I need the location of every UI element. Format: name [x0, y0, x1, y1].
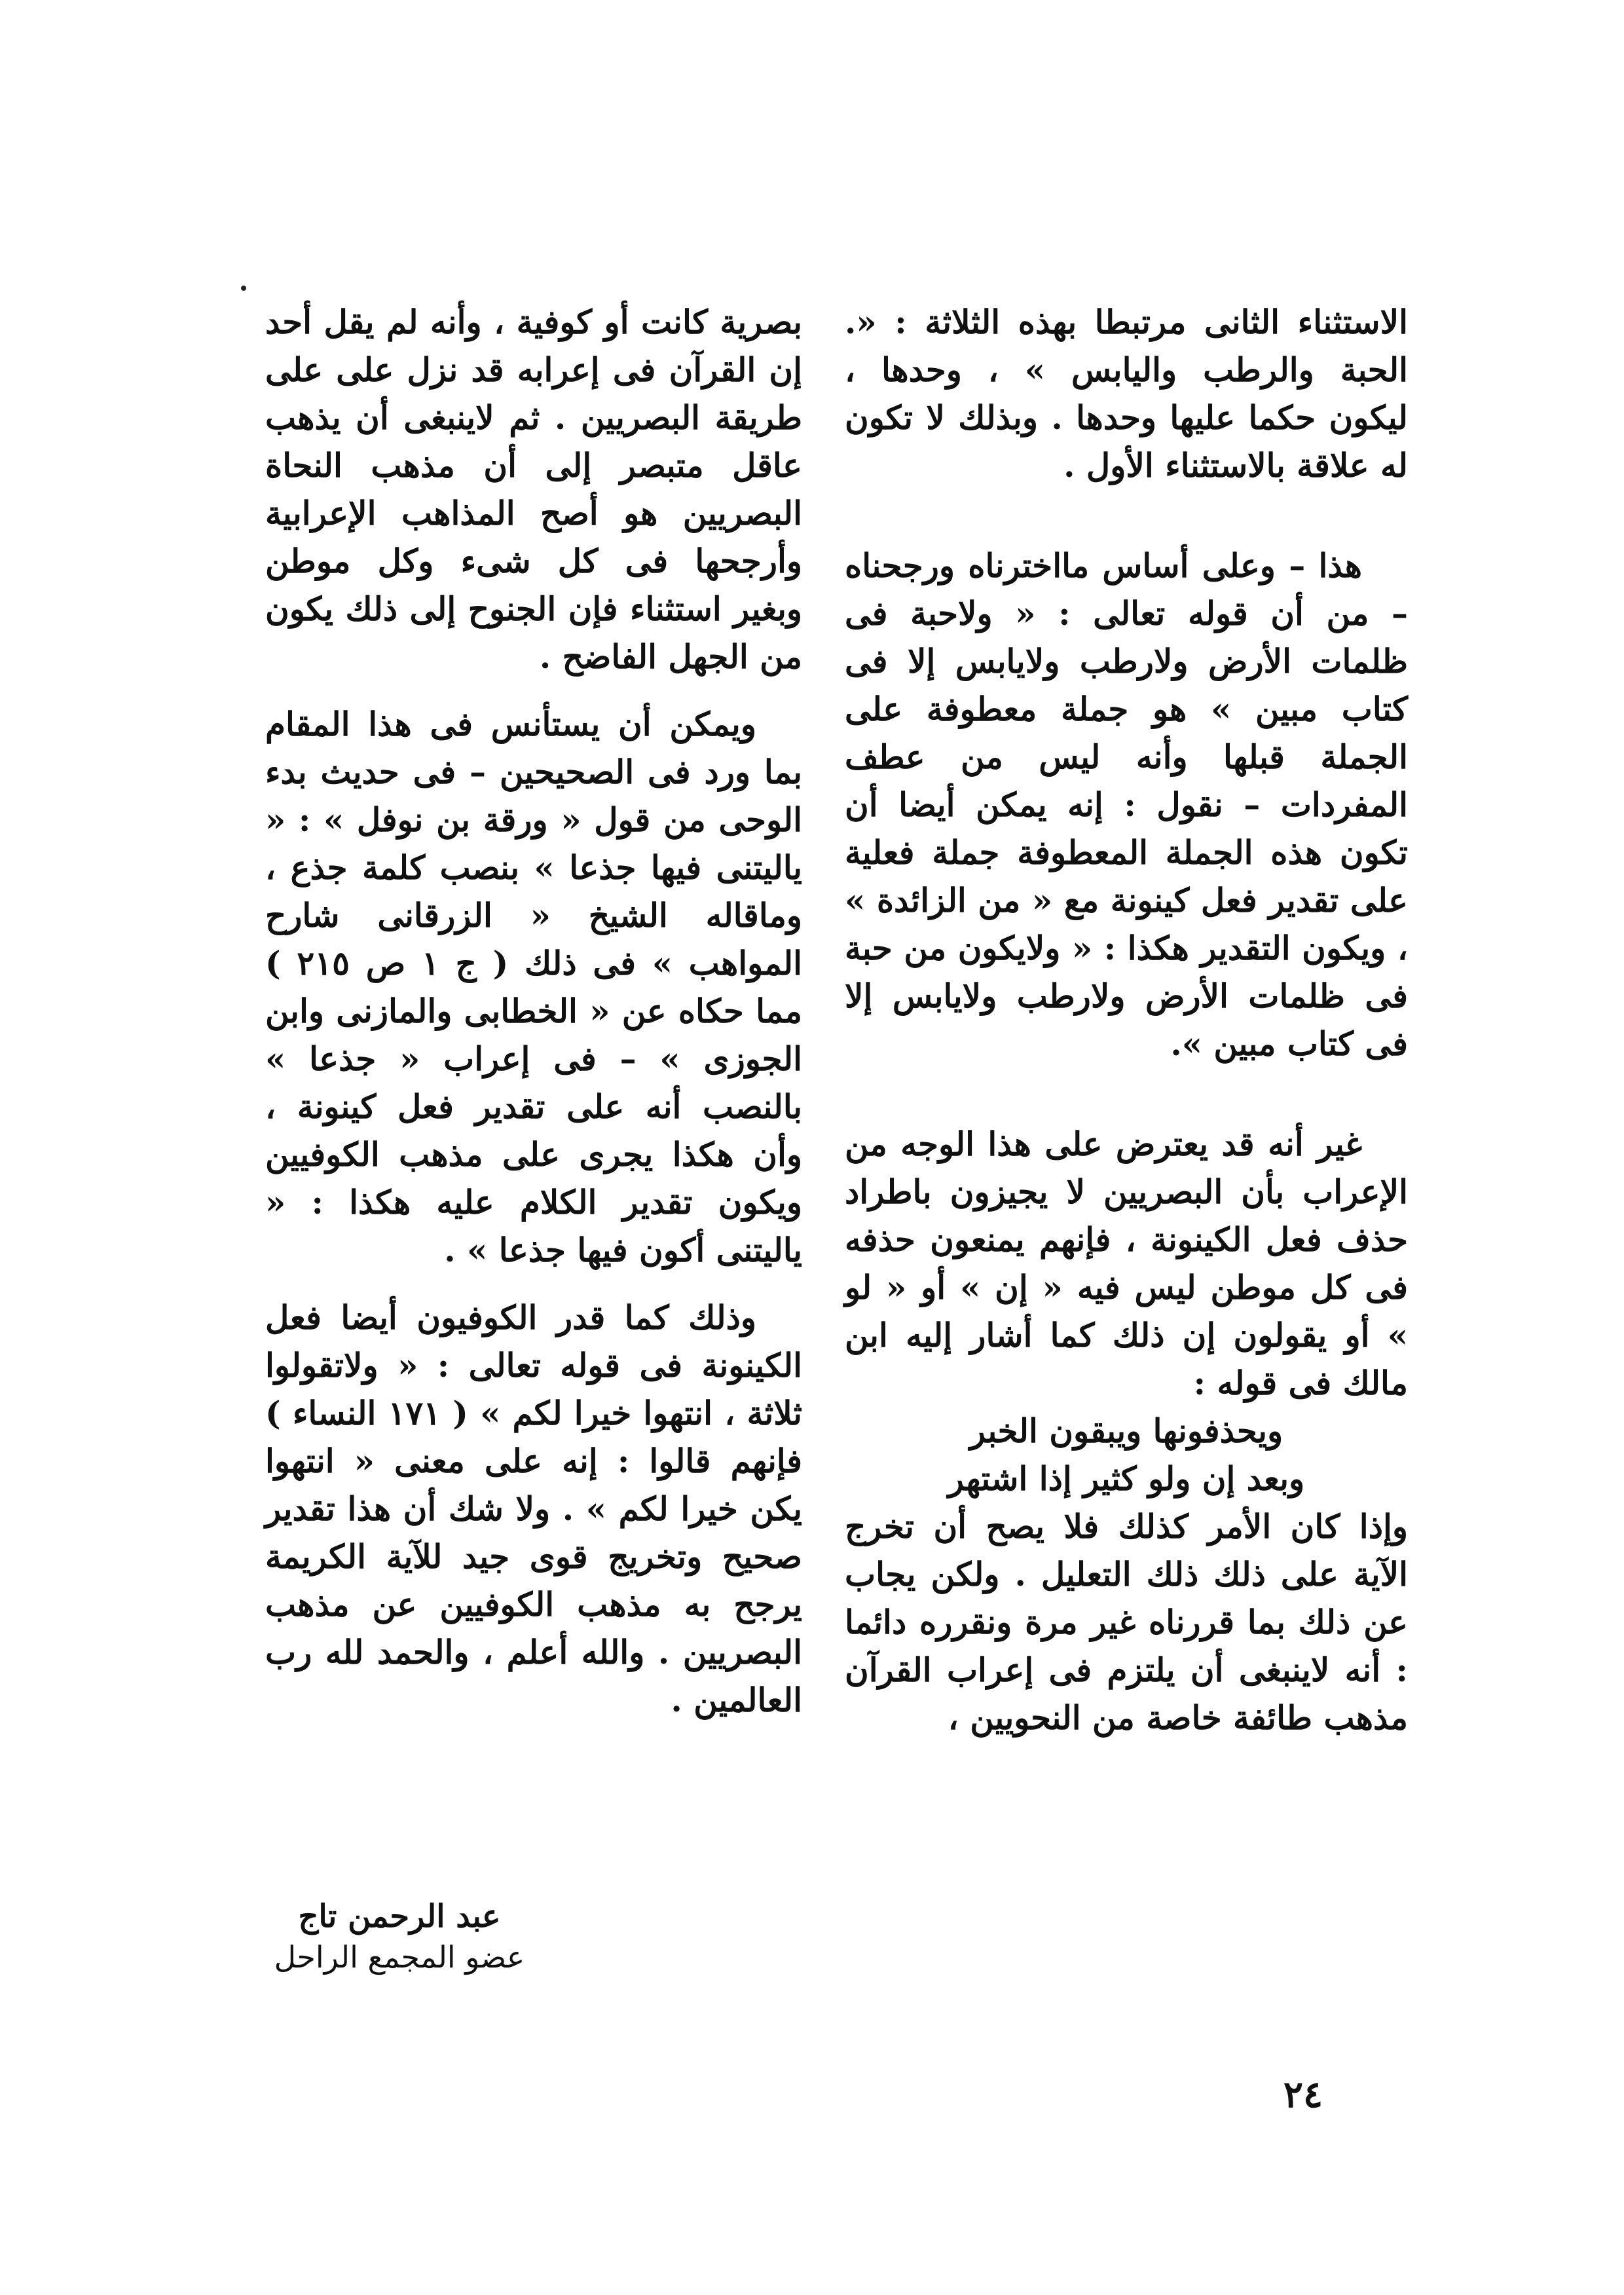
right-paragraph-4: وإذا كان الأمر كذلك فلا يصح أن تخرج الآية على ذلك ذلك التعليل . ولكن يجاب عن ذلك بما قررناه غير مرة ونقرره دائما : أنه لاينبغى أن يلتزم فى إعراب القرآن مذهب طائفة خاصة من النحويين ، [845, 1507, 1408, 1737]
left-paragraph-3: وذلك كما قدر الكوفيون أيضا فعل الكينونة فى قوله تعالى : « ولاتقولوا ثلاثة ، انتهوا خيرا لكم » ( ١٧١ النساء ) فإنهم قالوا : إنه على معنى « انتهوا يكن خيرا لكم » . ولا شك أن هذا تقدير صحيح وتخريج قوى جيد للآية الكريمة يرجح به مذهب الكوفيين عن مذهب البصريين . والله أعلم ، والحمد لله رب العالمين . [265, 1298, 802, 1719]
left-column [265, 298, 802, 1724]
right-paragraph-3: غير أنه قد يعترض على هذا الوجه من الإعراب بأن البصريين لا يجيزون باطراد حذف فعل الكينونة ، فإنهم يمنعون حذفه فى كل موطن ليس فيه « إن » أو « لو » أو يقولون إن ذلك كما أشار إليه ابن مالك فى قوله : [845, 1125, 1408, 1402]
page-number: ٢٤ [1283, 2073, 1323, 2116]
left-paragraph-1: بصرية كانت أو كوفية ، وأنه لم يقل أحد إن القرآن فى إعرابه قد نزل على على طريقة البصريين . ثم لاينبغى أن يذهب عاقل متبصر إلى أن مذهب النحاة البصريين هو أصح المذاهب الإعرابية وأرجحها فى كل شىء وكل موطن وبغير استثناء فإن الجنوح إلى ذلك يكون من الجهل الفاضح . [265, 303, 802, 676]
stray-mark [241, 286, 246, 291]
author-signature [262, 1896, 537, 1977]
right-paragraph-2: هذا – وعلى أساس مااخترناه ورجحناه – من أن قوله تعالى : « ولاحبة فى ظلمات الأرض ولارطب ولايابس إلا فى كتاب مبين » هو جملة معطوفة على الجملة قبلها وأنه ليس من عطف المفردات – نقول : إنه يمكن أيضا أن تكون هذه الجملة المعطوفة جملة فعلية على تقدير فعل كينونة مع « من الزائدة » ، ويكون التقدير هكذا : « ولايكون من حبة فى ظلمات الأرض ولارطب ولايابس إلا فى كتاب مبين ». [845, 546, 1408, 1063]
verse-line-2: وبعد إن ولو كثير إذا اشتهر [948, 1459, 1305, 1498]
verse-line-1: ويحذفونها ويبقون الخبر [969, 1411, 1283, 1450]
right-column [845, 298, 1408, 1742]
right-paragraph-1: الاستثناء الثانى مرتبطا بهذه الثلاثة : «. الحبة والرطب واليابس » ، وحدها ، ليكون حكما عليها وحدها . وبذلك لا تكون له علاقة بالاستثناء الأول . [845, 303, 1408, 485]
author-title: عضو المجمع الراحل [274, 1939, 525, 1975]
left-paragraph-2: ويمكن أن يستأنس فى هذا المقام بما ورد فى الصحيحين – فى حديث بدء الوحى من قول « ورقة بن نوفل » : « ياليتنى فيها جذعا » بنصب كلمة جذع ، وماقاله الشيخ « الزرقانى شارح المواهب » فى ذلك ( ج ١ ص ٢١٥ ) مما حكاه عن « الخطابى والمازنى وابن الجوزى » – فى إعراب « جذعا » بالنصب أنه على تقدير فعل كينونة ، وأن هكذا يجرى على مذهب الكوفيين ويكون تقدير الكلام عليه هكذا : « ياليتنى أكون فيها جذعا » . [265, 705, 802, 1269]
author-name: عبد الرحمن تاج [298, 1898, 501, 1935]
